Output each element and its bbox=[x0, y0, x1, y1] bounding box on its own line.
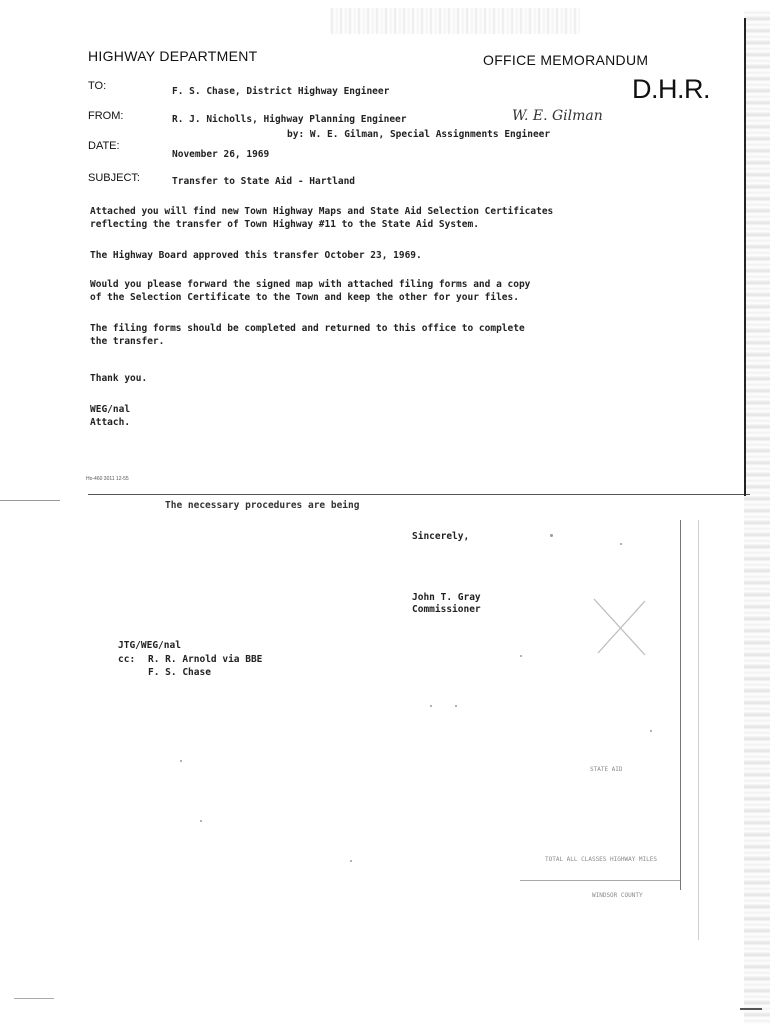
faint-county: WINDSOR COUNTY bbox=[592, 892, 643, 899]
corner-scan-mark bbox=[14, 998, 54, 999]
cc-label: cc: bbox=[118, 654, 136, 665]
corner-scan-mark bbox=[740, 1008, 762, 1010]
from-by: by: W. E. Gilman, Special Assignments Engineer bbox=[287, 129, 551, 140]
subject-value: Transfer to State Aid - Hartland bbox=[172, 176, 356, 187]
lower-reference: JTG/WEG/nal bbox=[118, 640, 181, 651]
handwritten-signature: W. E. Gilman bbox=[512, 108, 603, 124]
faint-second-edge bbox=[698, 520, 699, 940]
body-para1-line1: Attached you will find new Town Highway Maps and State Aid Selection Certificates bbox=[90, 206, 554, 217]
from-value: R. J. Nicholls, Highway Planning Engineer bbox=[172, 114, 407, 125]
lower-cutoff-text: The necessary procedures are being bbox=[165, 500, 360, 511]
cc-recipient-1: R. R. Arnold via BBE bbox=[148, 654, 263, 665]
reference-initials: WEG/nal bbox=[90, 404, 131, 415]
faint-x-mark bbox=[590, 595, 650, 660]
scan-speck bbox=[650, 730, 652, 732]
closing-line: Thank you. bbox=[90, 373, 148, 384]
sincerely-line: Sincerely, bbox=[412, 531, 470, 542]
date-label: DATE: bbox=[88, 140, 120, 152]
scan-noise-right-edge bbox=[744, 10, 770, 1024]
faint-total-miles: TOTAL ALL CLASSES HIGHWAY MILES bbox=[545, 856, 657, 863]
body-para3-line1: Would you please forward the signed map with attached filing forms and a copy bbox=[90, 279, 531, 290]
scan-noise-top bbox=[330, 8, 580, 34]
to-label: TO: bbox=[88, 80, 107, 92]
scan-speck bbox=[200, 820, 202, 822]
department-heading: HIGHWAY DEPARTMENT bbox=[88, 48, 258, 64]
signer-title: Commissioner bbox=[412, 604, 481, 615]
cc-recipient-2: F. S. Chase bbox=[148, 667, 211, 678]
body-para1-line2: reflecting the transfer of Town Highway #11 to the State Aid System. bbox=[90, 219, 479, 230]
date-value: November 26, 1969 bbox=[172, 149, 270, 160]
body-para3-line2: of the Selection Certificate to the Town and keep the other for your files. bbox=[90, 292, 519, 303]
form-code: Ho-460 3011 12-55 bbox=[86, 476, 129, 482]
scan-speck bbox=[350, 860, 352, 862]
body-para2: The Highway Board approved this transfer October 23, 1969. bbox=[90, 250, 422, 261]
left-scan-mark bbox=[0, 500, 60, 501]
memo-title: OFFICE MEMORANDUM bbox=[483, 52, 649, 68]
subject-label: SUBJECT: bbox=[88, 172, 140, 184]
body-para4-line2: the transfer. bbox=[90, 336, 165, 347]
scan-speck bbox=[550, 534, 553, 537]
page-overlap-line bbox=[88, 494, 750, 495]
scan-speck bbox=[520, 655, 522, 657]
to-value: F. S. Chase, District Highway Engineer bbox=[172, 86, 390, 97]
scan-speck bbox=[430, 705, 432, 707]
body-para4-line1: The filing forms should be completed and returned to this office to complete bbox=[90, 323, 525, 334]
from-label: FROM: bbox=[88, 110, 124, 122]
scan-speck bbox=[620, 543, 622, 545]
handwritten-initials: D.H.R. bbox=[632, 74, 710, 104]
faint-state-aid: STATE AID bbox=[590, 766, 623, 773]
scan-speck bbox=[455, 705, 457, 707]
faint-table-rule bbox=[520, 880, 680, 881]
scan-speck bbox=[180, 760, 182, 762]
right-page-edge bbox=[744, 18, 746, 496]
signer-name: John T. Gray bbox=[412, 592, 481, 603]
enclosure-note: Attach. bbox=[90, 417, 131, 428]
faint-table-edge bbox=[680, 520, 681, 890]
